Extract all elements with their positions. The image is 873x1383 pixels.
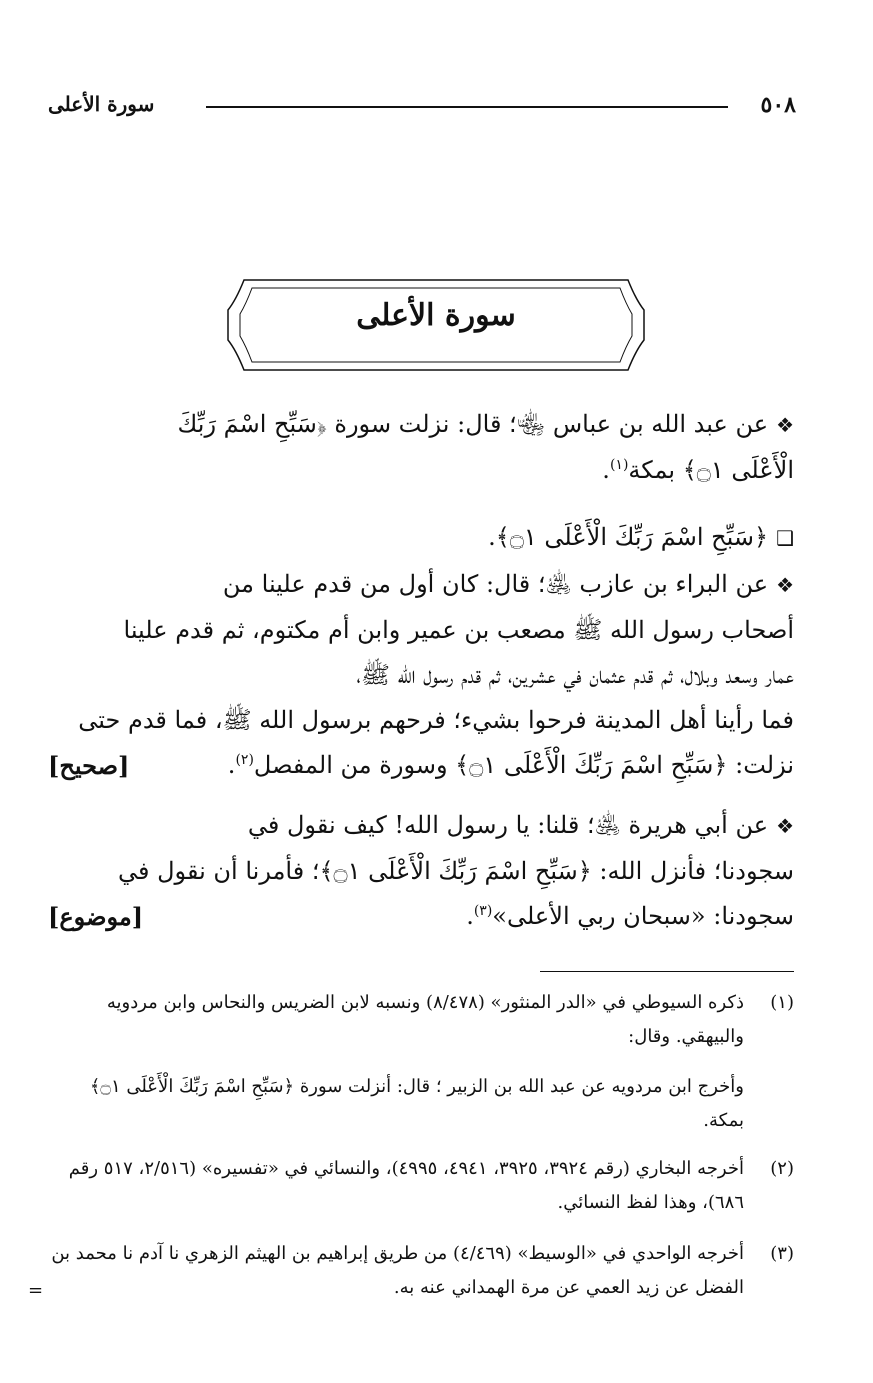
grade-label: [موضوع] [48,902,144,931]
running-title: سورة الأعلى [48,92,155,116]
text-line: أصحاب رسول الله ﷺ مصعب بن عمير وابن أم مكتوم، ثم قدم علينا [123,616,794,644]
footnote-separator [540,971,794,972]
text-line: ❖عن أبي هريرة ﵁؛ قلنا: يا رسول الله! كيف نقول في [247,811,794,839]
footnote-2 [48,1152,794,1220]
page-number: ٥٠٨ [760,92,796,118]
surah-title-box [226,270,646,380]
header-rule [206,106,728,108]
hadith-paragraph-3 [48,803,794,939]
text-line: سجودنا؛ فأنزل الله: ﴿سَبِّحِ اسْمَ رَبِّكَ الْأَعْلَى ۝١﴾؛ فأمرنا أن نقول في [118,857,794,885]
footnote-ref: (١) [609,457,629,473]
footnote-number: (١) [770,992,794,1013]
footnote-ref: (٢) [235,752,254,768]
text-line: سجودنا: «سبحان ربي الأعلى»$^{(٣)}$. [موضوع] [48,894,794,939]
text-line: نزلت: ﴿سَبِّحِ اسْمَ رَبِّكَ الْأَعْلَى ۝١﴾ وسورة من المفصل$^{(٢)}$. [صحيح] [48,743,794,788]
footnote-1-continuation [48,1070,794,1138]
text-line: ❑﴿سَبِّحِ اسْمَ رَبِّكَ الْأَعْلَى ۝١﴾. [488,523,794,551]
bullet-icon: ❖ [776,573,794,597]
footnote-number: (٣) [770,1243,794,1264]
continuation-mark: = [28,1280,44,1301]
text-line: ❖عن عبد الله بن عباس ﵄؛ قال: نزلت سورة ﴿سَبِّحِ اسْمَ رَبِّكَ [177,410,794,438]
text-line: عمار وسعد وبلال، ثم قدم عثمان في عشرين، ثم قدم رسول الله ﷺ، [356,661,794,689]
square-icon: ❑ [776,526,794,550]
surah-title: سورة الأعلى [356,298,516,333]
text-line: فما رأينا أهل المدينة فرحوا بشيء؛ فرحهم برسول الله ﷺ، فما قدم حتى [78,706,794,734]
grade-label: [صحيح] [48,751,130,780]
hadith-paragraph-2 [48,562,794,788]
footnote-1 [48,986,794,1054]
footnote-text: أخرجه البخاري (رقم ٣٩٢٤، ٣٩٢٥، ٤٩٤١، ٤٩٩٥)، والنسائي في «تفسيره» (٢/٥١٦، ٥١٧ رقم ٦٨٦)، وهذا لفظ النسائي. [68,1158,744,1213]
footnote-3 [48,1237,794,1305]
footnote-text: أخرجه الواحدي في «الوسيط» (٤/٤٦٩) من طريق إبراهيم بن الهيثم الزهري نا آدم نا محمد بن الفضل عن زيد العمي عن مرة الهمداني عنه به. [51,1243,744,1298]
running-header [48,92,796,122]
footnote-ref: (٣) [473,903,493,919]
verse-heading [48,515,794,561]
text-line: الْأَعْلَى ۝١﴾ بمكة$^{(١)}$. [602,456,794,484]
bullet-icon: ❖ [776,814,794,838]
footnote-text: وأخرج ابن مردويه عن عبد الله بن الزبير ؛ قال: أنزلت سورة ﴿سَبِّحِ اسْمَ رَبِّكَ الْأَعْلَى ۝١﴾ بمكة. [89,1076,744,1131]
footnote-text: ذكره السيوطي في «الدر المنثور» (٨/٤٧٨) ونسبه لابن الضريس والنحاس وابن مردويه والبيهقي. وقال: [106,992,744,1047]
text-line: ❖عن البراء بن عازب ﵁؛ قال: كان أول من قدم علينا من [222,570,794,598]
bullet-icon: ❖ [776,413,794,437]
hadith-paragraph-1 [48,402,794,493]
footnote-number: (٢) [770,1158,794,1179]
